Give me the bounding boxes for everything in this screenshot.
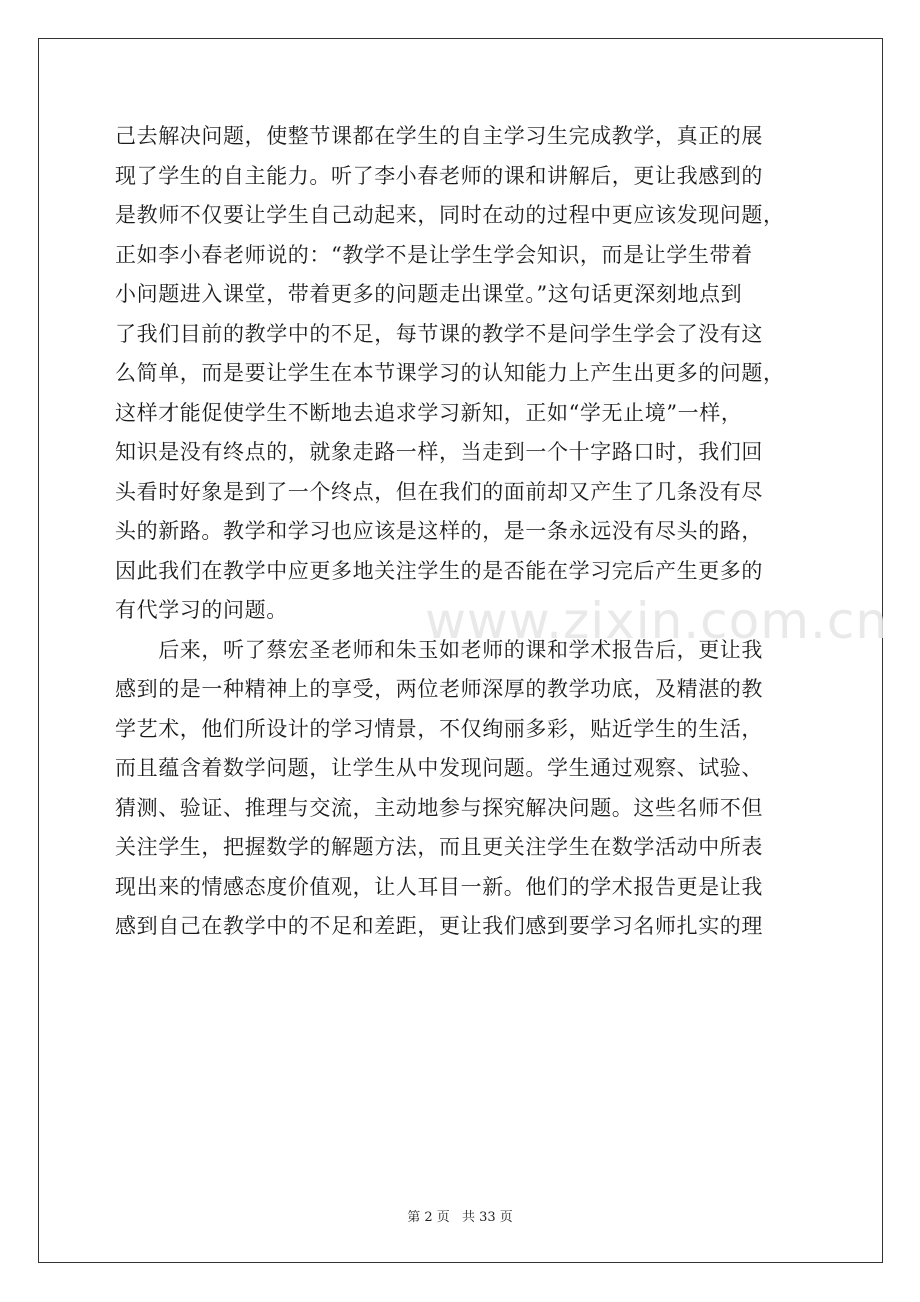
page-footer [0, 1206, 920, 1225]
text-line: 是教师不仅要让学生自己动起来，同时在动的过程中更应该发现问题， [115, 203, 785, 227]
text-line: 学艺术，他们所设计的学习情景，不仅绚丽多彩，贴近学生的生活， [115, 716, 763, 741]
text-line: 关注学生，把握数学的解题方法，而且更关注学生在数学活动中所表 [115, 835, 763, 859]
text-line: 因此我们在教学中应更多地关注学生的是否能在学习完后产生更多的 [115, 558, 763, 583]
text-line: 知识是没有终点的，就象走路一样，当走到一个十字路口时，我们回 [115, 440, 763, 464]
text-line: 了我们目前的教学中的不足，每节课的教学不是问学生学会了没有这 [115, 321, 763, 346]
watermark: www.zixin.com.cn [425, 592, 889, 650]
text-line: 感到自己在教学中的不足和差距，更让我们感到要学习名师扎实的理 [115, 914, 763, 938]
document-body [115, 117, 805, 947]
text-line: 现了学生的自主能力。听了李小春老师的课和讲解后，更让我感到的 [115, 163, 763, 188]
page-number: 第 2 页 [407, 1210, 450, 1225]
text-line: 现出来的情感态度价值观，让人耳目一新。他们的学术报告更是让我 [115, 874, 763, 899]
text-line: 猜测、验证、推理与交流，主动地参与探究解决问题。这些名师不但 [115, 795, 763, 820]
text-line: 小问题进入课堂，带着更多的问题走出课堂。”这句话更深刻地点到 [115, 282, 743, 306]
text-line: 己去解决问题，使整节课都在学生的自主学习生完成教学，真正的展 [115, 124, 763, 148]
page-total: 共 33 页 [461, 1210, 513, 1225]
text-line: 而且蕴含着数学问题，让学生从中发现问题。学生通过观察、试验、 [115, 756, 763, 780]
text-line: 感到的是一种精神上的享受，两位老师深厚的教学功底，及精湛的教 [115, 677, 763, 701]
text-line: 有代学习的问题。 [115, 598, 288, 622]
text-line: 头看时好象是到了一个终点，但在我们的面前却又产生了几条没有尽 [115, 479, 763, 504]
text-line: 这样才能促使学生不断地去追求学习新知，正如“学无止境”一样， [115, 400, 743, 425]
text-line: 正如李小春老师说的：“教学不是让学生学会知识，而是让学生带着 [115, 242, 753, 267]
text-line: 后来，听了蔡宏圣老师和朱玉如老师的课和学术报告后，更让我 [115, 637, 763, 662]
text-line: 么简单，而是要让学生在本节课学习的认知能力上产生出更多的问题， [115, 361, 785, 385]
text-line: 头的新路。教学和学习也应该是这样的，是一条永远没有尽头的路， [115, 519, 763, 543]
